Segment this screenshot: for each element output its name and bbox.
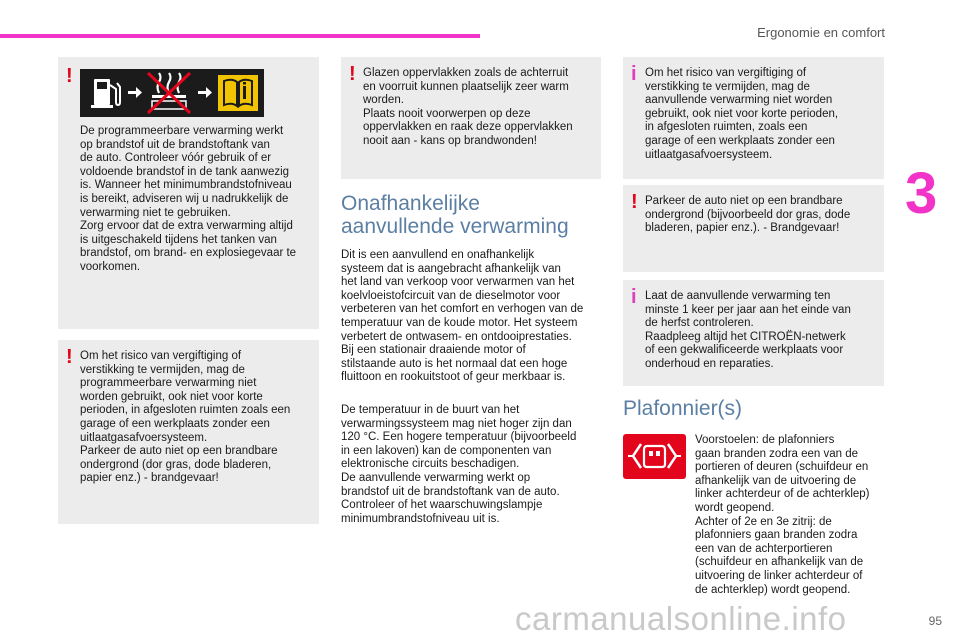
arrow-right-icon: [198, 87, 212, 98]
section-title-lamps: Plafonnier(s): [623, 397, 743, 420]
door-lamp-icon: [623, 434, 686, 479]
watermark: carmanualsonline.info: [515, 600, 847, 637]
lamps-text: Voorstoelen: de plafonniers gaan branden zodra een van de portieren of deuren (schuifdeur en afhankelijk van de uitvoering de linker achterdeur of de achterklep) wordt geopend. Achter of 2e en 3e zitrij: de plafonniers gaan branden zodra een van de achterportieren (schuifdeur en afhankelijk van de uitvoering de linker achterdeur of de achterklep) wordt geopend.: [695, 434, 870, 596]
page-number: 95: [928, 614, 942, 628]
warning-text: Glazen oppervlakken zoals de achterruit en voorruit kunnen plaatselijk zeer warm worden. Plaats nooit voorwerpen op deze oppervlakken en raak deze oppervlakken nooit aan - kans op brandwonden!: [363, 67, 573, 147]
warning-mark-icon: !: [631, 191, 638, 213]
header-accent-bar: [0, 34, 480, 38]
arrow-right-icon: [128, 87, 142, 98]
warning-mark-icon: !: [349, 63, 356, 85]
manual-book-icon: [218, 75, 258, 111]
chapter-title: Ergonomie en comfort: [757, 25, 885, 40]
pictogram-svg: [80, 69, 264, 117]
warning-box-fire: [623, 185, 884, 272]
no-heating-icon: [148, 73, 190, 113]
warning-box-poisoning: [58, 340, 319, 524]
warning-box-glass: [341, 57, 601, 179]
fuel-pump-icon: [91, 79, 120, 108]
chapter-number: 3: [905, 161, 938, 226]
heating-paragraph-1: Dit is een aanvullend en onafhankelijk systeem dat is aangebracht afhankelijk van het land van verkoop voor verwarmen van het koelvloeistofcircuit van de dieselmotor voor verbeteren van het comfort en verhogen van de temperatuur van de koude motor. Het systeem verbetert de ontwasem- en ontdooiprestaties. Bij een stationair draaiende motor of stilstaande auto is het normaal dat een hoge fluittoon en rookuitstoot of geur merkbaar is.: [341, 249, 584, 384]
door-lamp-svg: [623, 434, 686, 479]
info-text: Laat de aanvullende verwarming ten minste 1 keer per jaar aan het einde van de herfst controleren. Raadpleeg altijd het CITROËN-netwerk of een gekwalificeerde werkplaats voor onderhoud en reparaties.: [645, 290, 851, 370]
warning-text: Parkeer de auto niet op een brandbare ondergrond (bijvoorbeeld dor gras, dode bladeren, papier enz.). - Brandgevaar!: [645, 195, 851, 235]
warning-text: De programmeerbare verwarming werkt op brandstof uit de brandstoftank van de auto. Controleer vóór gebruik of er voldoende brandstof in de tank aanwezig is. Wanneer het minimumbrandstofniveau is bereikt, adviseren wij u nadrukkelijk de verwarming niet te gebruiken. Zorg ervoor dat de extra verwarming altijd is uitgeschakeld tijdens het tanken van brandstof, om brand- en explosiegevaar te voorkomen.: [80, 125, 297, 273]
heater-pictogram: [80, 69, 264, 117]
warning-mark-icon: !: [66, 65, 73, 87]
info-text: Om het risico van vergiftiging of verstikking te vermijden, mag de aanvullende verwarming niet worden gebruikt, ook niet voor korte perioden, in afgesloten ruimten, zoals een garage of een werkplaats zonder een uitlaatgasafvoersysteem.: [645, 67, 839, 161]
info-mark-icon: i: [631, 63, 637, 85]
info-box-poisoning: [623, 57, 884, 179]
section-title-heating: Onafhankelijke aanvullende verwarming: [341, 192, 569, 238]
heating-paragraph-2: De temperatuur in de buurt van het verwarmingssysteem mag niet hoger zijn dan 120 °C. Een hogere temperatuur (bijvoorbeeld in een lakoven) kan de componenten van elektronische circuits beschadigen. De aanvullende verwarming werkt op brandstof uit de brandstoftank van de auto. Controleer of het waarschuwingslampje minimumbrandstofniveau uit is.: [341, 404, 577, 525]
info-mark-icon: i: [631, 286, 637, 308]
warning-box-fuel: [58, 57, 319, 329]
warning-mark-icon: !: [66, 346, 73, 368]
info-box-maintenance: [623, 280, 884, 386]
warning-text: Om het risico van vergiftiging of verstikking te vermijden, mag de programmeerbare verwarming niet worden gebruikt, ook niet voor korte perioden, in afgesloten ruimten zoals een garage of een werkplaats zonder een uitlaatgasafvoersysteem. Parkeer de auto niet op een brandbare ondergrond (dor gras, dode bladeren, papier enz.) - brandgevaar!: [80, 350, 291, 485]
